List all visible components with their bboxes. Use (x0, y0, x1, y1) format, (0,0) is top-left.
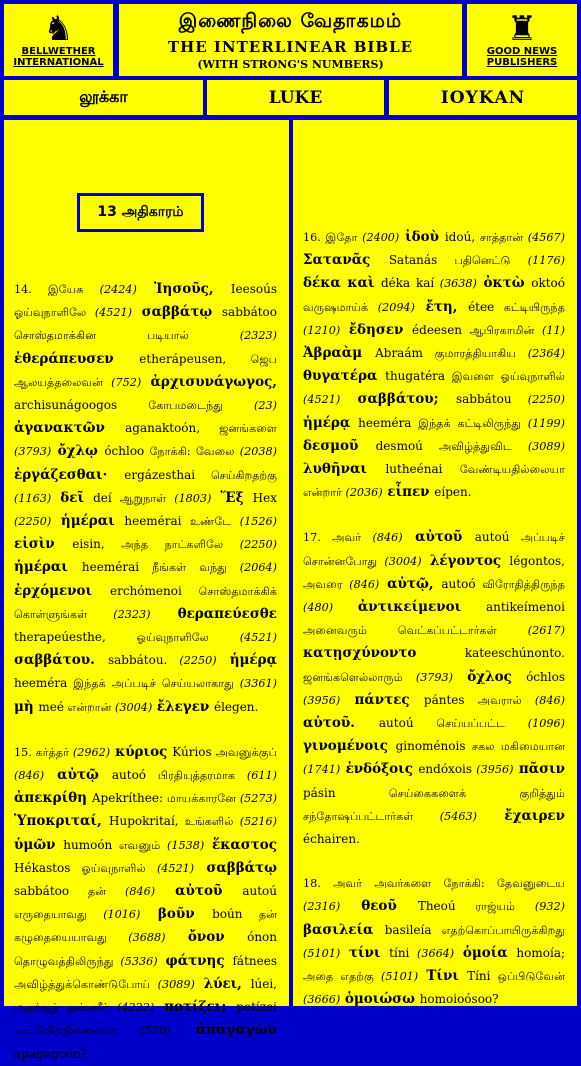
strongs-number: (2250) (527, 393, 565, 407)
transliteration: sabbátou (455, 392, 512, 407)
transliteration: Ieesoús (230, 282, 277, 296)
greek-word: ἕκαστος (204, 836, 277, 853)
bellwether-logo (4, 4, 113, 76)
greek-word: ὄχλος (453, 668, 527, 685)
greek-word: αὐτοῦ (155, 883, 243, 900)
chapter-label: 13 அதிகாரம் (77, 193, 204, 232)
transliteration: Abraám (375, 346, 423, 361)
strongs-number: (3664) (416, 946, 455, 960)
transliteration: apagagoón? (14, 1046, 88, 1061)
greek-word: ὀκτὼ (476, 275, 532, 292)
book-name-english: LUKE (207, 80, 384, 115)
transliteration: óchlos (526, 669, 565, 684)
transliteration: tíni (389, 945, 410, 960)
tamil-text: விரோதித்திருந்த (482, 577, 566, 591)
tamil-text: அவனுக்குப் (215, 745, 277, 759)
greek-word: αὐτῷ (44, 767, 112, 784)
transliteration: sabbátoo (221, 305, 277, 320)
tamil-text: சகல மகிமையான (471, 740, 565, 754)
greek-word: μὴ (14, 698, 39, 715)
strongs-number: (3089) (157, 977, 195, 991)
greek-word: ἀπεκρίθη (14, 790, 92, 807)
transliteration: autoú (474, 530, 510, 545)
transliteration: autoó (111, 768, 147, 783)
transliteration: eípen. (434, 485, 472, 500)
transliteration: ginoménois (395, 739, 466, 754)
transliteration: etherápeusen, (139, 351, 227, 366)
tamil-text: மாயக்காரனே (166, 792, 240, 806)
strongs-number: (3793) (14, 445, 52, 459)
strongs-number: (932) (534, 900, 565, 914)
transliteration: homoía; (516, 945, 566, 960)
tamil-text: இந்தக் கட்டிலிருந்து (418, 416, 528, 430)
strongs-number: (2038) (239, 445, 277, 459)
tamil-text: 18. அவர் அவர்களை நோக்கி: தேவனுடைய (303, 877, 565, 891)
greek-word: σαββάτου. (14, 652, 108, 669)
tamil-text: அதை எதற்கு (303, 970, 381, 984)
strongs-number: (3004) (384, 554, 422, 568)
transliteration: erchómenoi (110, 583, 182, 598)
strongs-number: (2323) (239, 329, 277, 343)
transliteration: lutheénai (385, 462, 443, 477)
transliteration: Kúrios (172, 744, 212, 759)
transliteration: heeméra (14, 676, 68, 691)
strongs-number: (3666) (303, 993, 341, 1007)
tamil-text: அவரால் (477, 693, 535, 707)
strongs-number: (4521) (156, 861, 195, 875)
tamil-text: நோக்கி: வேலை (149, 445, 240, 459)
strongs-number: (846) (125, 885, 156, 899)
greek-word: σαββάτῳ (194, 859, 277, 876)
transliteration: Satanás (388, 253, 438, 268)
title-english: THE INTERLINEAR BIBLE (167, 38, 414, 56)
verse-paragraph (303, 873, 565, 1011)
tamil-text: ஒப்பிடுவேன் (497, 970, 565, 984)
tamil-text: என்றான் (67, 700, 116, 714)
tamil-text: எவனும் (118, 838, 168, 852)
strongs-number: (752) (111, 375, 142, 389)
transliteration: aganaktoón, (125, 421, 201, 436)
transliteration: autoú (242, 884, 277, 899)
left-column-text (4, 120, 289, 1066)
greek-word: ἐρχόμενοι (14, 582, 111, 599)
tamil-text: தன் கழுதையையாவது (14, 908, 278, 945)
transliteration: thugatéra (385, 369, 446, 384)
tamil-text: ஓய்வுநாளிலே (136, 631, 240, 645)
tamil-text: உங்களில் (184, 815, 240, 829)
transliteration: boún (212, 907, 243, 922)
transliteration: potízei (236, 1000, 278, 1015)
greek-word: ὁμοία (454, 944, 517, 961)
strongs-number: (1096) (527, 717, 565, 731)
transliteration: oktoó (531, 276, 565, 291)
greek-word: θεοῦ (340, 898, 418, 915)
greek-word: βοῦν (140, 906, 213, 923)
tamil-text: சொஸ்தமாக்கிக் கொள்ளுங்கள் (14, 584, 278, 621)
book-name-tamil: லூக்கா (4, 80, 203, 115)
transliteration: humoón (63, 837, 113, 852)
tamil-text: அவரை (303, 577, 350, 591)
tamil-text: ஜனங்களை (219, 422, 277, 436)
transliteration: Tíni (467, 969, 491, 984)
tamil-text: செய்கைகளைக் குறித்தும் சந்தோஷப்பட்டார்கள் (303, 786, 565, 823)
greek-word: Ὑποκριταί, (14, 813, 110, 830)
transliteration: heemérai (124, 514, 182, 529)
greek-word: ἀγανακτῶν (14, 420, 126, 437)
strongs-number: (1176) (527, 254, 565, 268)
greek-word: θυγατέρα (303, 368, 386, 385)
greek-word: ἐργάζεσθαι· (14, 466, 125, 483)
strongs-number: (846) (349, 577, 380, 591)
greek-word: κατῃσχύνοντο (303, 645, 465, 662)
transliteration: meé (38, 699, 64, 714)
transliteration: óchloo (104, 444, 145, 459)
strongs-number: (1210) (303, 323, 341, 337)
greek-word: ὄνον (165, 929, 248, 946)
greek-word: ἔχαιρεν (476, 807, 565, 824)
transliteration: édeesen (412, 322, 463, 337)
strongs-number: (2364) (527, 347, 565, 361)
greek-word: ἀντικείμενοι (333, 599, 486, 616)
runner-icon: ♜ (506, 9, 538, 49)
greek-word: ἀπαγαγὼν (170, 1022, 277, 1039)
greek-word: αὐτῷ, (379, 575, 442, 592)
strongs-number: (1741) (303, 763, 341, 777)
transliteration: sabbátoo (14, 884, 70, 899)
transliteration: pántes (423, 692, 465, 707)
left-column (4, 120, 289, 1061)
strongs-number: (846) (372, 531, 403, 545)
greek-word: δέκα καὶ (303, 275, 381, 292)
greek-word: πάντες (340, 691, 424, 708)
transliteration: Theoú (417, 899, 456, 914)
verse-paragraph (14, 278, 277, 719)
transliteration: sabbátou. (107, 653, 168, 668)
transliteration: déka kaí (381, 276, 435, 291)
strongs-number: (2400) (362, 231, 400, 244)
greek-word: ἐνδόξοις (340, 761, 419, 778)
greek-word: φάτνης (157, 952, 233, 969)
greek-word: Τίνι (418, 968, 468, 985)
tamil-text: குமாரத்தியாகிய (434, 347, 528, 361)
transliteration: desmoú (375, 438, 423, 453)
greek-word: εἶπεν (382, 484, 435, 501)
greek-word: ἰδοὺ (399, 229, 445, 245)
strongs-number: (3361) (239, 677, 277, 691)
tamil-text: பிரதியுத்தரமாக (157, 769, 247, 783)
verse-paragraph (303, 526, 565, 851)
strongs-number: (4521) (303, 393, 341, 407)
tamil-text: எருதையாவது (14, 908, 104, 922)
greek-word: ἡμέρᾳ (216, 652, 277, 669)
greek-word: δεῖ (51, 489, 94, 506)
greek-word: ἡμέρᾳ (303, 414, 359, 431)
strongs-number: (846) (534, 693, 566, 707)
transliteration: deí (93, 490, 112, 505)
strongs-number: (1803) (174, 491, 212, 505)
strongs-number: (3089) (527, 439, 566, 453)
greek-word: κύριος (110, 743, 173, 760)
greek-word: ἔτη, (414, 298, 469, 315)
greek-word: αὐτοῦ. (303, 715, 379, 732)
strongs-number: (5273) (239, 792, 278, 806)
strongs-number: (2424) (99, 283, 137, 296)
tamil-text: அதற்குத் தண்ணீர் (14, 1001, 118, 1015)
tamil-text: வேண்டியதில்லையா என்றார் (303, 463, 565, 500)
strongs-number: (4567) (527, 231, 565, 244)
greek-word: Ἰησοῦς, (136, 281, 231, 297)
transliteration: échairen. (303, 832, 360, 847)
transliteration: autoú (378, 716, 414, 731)
tamil-text: நீங்கள் வந்து (152, 561, 240, 575)
greek-word: σαββάτου; (340, 391, 456, 408)
greek-word: ὁμοιώσω (340, 991, 420, 1008)
strongs-number: (480) (303, 601, 334, 615)
strongs-number: (3956) (476, 763, 514, 777)
strongs-number: (1199) (527, 416, 565, 430)
greek-word: Ἕξ (211, 489, 253, 506)
transliteration: étee (468, 299, 495, 314)
transliteration: lúei, (250, 976, 278, 991)
transliteration: idoú, (444, 230, 476, 244)
strongs-number: (3004) (115, 700, 153, 714)
tamil-text: அப்படிச் சொன்னபோது (303, 531, 565, 568)
tamil-text: தொழுவத்திலிருந்து (14, 954, 121, 968)
transliteration: Apekríthee: (91, 791, 163, 806)
book-name-greek: ΙΟΥΚΑΝ (389, 80, 577, 115)
greek-word: αὐτοῦ (402, 529, 475, 546)
good-news-logo-line2: PUBLISHERS (486, 57, 558, 68)
greek-word: λύει, (194, 975, 251, 992)
bellwether-logo-line2: INTERNATIONAL (13, 57, 104, 68)
tamil-text: 16. இதோ (303, 231, 363, 244)
transliteration: légontos, (509, 553, 565, 568)
tamil-text: அவிழ்த்துக்கொண்டுபோய் (14, 977, 158, 991)
tamil-text: காட்டுகிறதில்லையா (14, 1024, 141, 1038)
transliteration: heemérai (81, 560, 140, 575)
transliteration: pásin (303, 785, 336, 800)
transliteration: basileía (384, 922, 432, 937)
title-tamil: இணைநிலை வேதாகமம் (178, 10, 403, 32)
strongs-number: (2617) (527, 624, 565, 638)
transliteration: homoioósoo? (419, 992, 499, 1007)
transliteration: ergázesthai (124, 467, 196, 482)
greek-word: ὑμῶν (14, 836, 64, 853)
transliteration: Hékastos (14, 860, 71, 875)
strongs-number: (4521) (94, 306, 133, 320)
tamil-text: ஜெப ஆலயத்தலைவன் (14, 352, 277, 389)
tamil-text: 17. அவர் (303, 531, 373, 545)
transliteration: endóxois (418, 762, 473, 777)
transliteration: autoó (441, 576, 476, 591)
transliteration: heeméra (358, 415, 412, 430)
tamil-text: 15. கர்த்தர் (14, 745, 73, 759)
greek-word: ἔδησεν (340, 321, 413, 338)
strongs-number: (3638) (439, 277, 477, 291)
strongs-number: (2250) (14, 515, 52, 529)
strongs-number: (11) (542, 323, 565, 337)
strongs-number: (5101) (303, 946, 341, 960)
verse-paragraph (303, 226, 565, 504)
greek-word: λυθῆναι (303, 461, 386, 478)
tamil-text: இவளை ஓய்வுநாளில் (451, 370, 565, 384)
tamil-text: இந்தக் அப்படிச் செய்யலாகாது (73, 677, 240, 691)
tamil-text: எதற்கொப்பாயிருக்கிறது (441, 923, 566, 937)
good-news-logo (467, 4, 577, 76)
tamil-text: சொஸ்தமாக்கின படியால் (14, 329, 240, 343)
strongs-number: (5463) (439, 809, 477, 823)
strongs-number: (1016) (103, 908, 141, 922)
strongs-number: (846) (14, 769, 45, 783)
greek-word: τίνι (340, 944, 390, 961)
greek-word: σαββάτῳ (132, 304, 222, 321)
strongs-number: (2036) (345, 486, 383, 500)
tamil-text: ராஜ்யம் (475, 900, 535, 914)
greek-word: ἡμέραι (14, 559, 82, 576)
strongs-number: (2316) (303, 900, 341, 914)
strongs-number: (3793) (415, 670, 454, 684)
tamil-text: 14. இயேசு (14, 283, 100, 296)
right-column-text (293, 120, 577, 1012)
greek-word: ἡμέραι (51, 513, 125, 530)
strongs-number: (1163) (14, 491, 52, 505)
strongs-number: (3688) (128, 931, 166, 945)
transliteration: fátnees (232, 953, 277, 968)
strongs-number: (1526) (239, 515, 277, 529)
tamil-text: ஓய்வுநாளிலே (14, 306, 95, 320)
greek-word: βασιλεία (303, 921, 385, 938)
transliteration: Hupokritaí, (109, 814, 179, 829)
strongs-number: (5216) (239, 815, 277, 829)
greek-word: ποτίζει; (154, 999, 237, 1016)
title-panel (119, 4, 462, 76)
tamil-text: செய்யப்பட்ட (436, 717, 528, 731)
bellwether-ram-icon: ♞ (43, 9, 74, 49)
good-news-logo-line1: GOOD NEWS (486, 46, 558, 57)
greek-word: θεραπεύεσθε (150, 605, 277, 622)
tamil-text: கட்டியிருந்த (503, 300, 566, 314)
verse-paragraph (14, 741, 277, 1066)
greek-word: δεσμοῦ (303, 437, 376, 454)
strongs-number: (5101) (380, 970, 419, 984)
strongs-number: (5336) (120, 954, 158, 968)
greek-word: λέγοντος (421, 552, 510, 569)
transliteration: kateeschúnonto. (464, 646, 565, 661)
tamil-text: அவிழ்த்துவிட (438, 439, 528, 453)
tamil-text: வருஷமாய்க் (303, 300, 378, 314)
greek-word: γινομένοις (303, 738, 396, 755)
tamil-text: ஜனங்களெல்லாரும் (303, 670, 416, 684)
right-column (293, 120, 577, 1006)
tamil-text: அந்த நாட்களிலே (121, 538, 240, 552)
transliteration: archisunágoogos (14, 398, 118, 413)
tamil-text: அனைவரும் வெட்கப்பட்டார்கள் (303, 624, 528, 638)
tamil-text: கோபமடைந்து (148, 399, 255, 413)
greek-word: πᾶσιν (513, 761, 566, 778)
strongs-number: (2962) (72, 745, 111, 759)
tamil-text: தன் (87, 885, 125, 899)
strongs-number: (1538) (167, 838, 205, 852)
strongs-number: (520) (140, 1024, 171, 1038)
tamil-text: செய்கிறதற்கு (210, 468, 277, 482)
strongs-number: (2094) (377, 300, 415, 314)
greek-word: ἀρχισυνάγωγος, (141, 373, 277, 390)
greek-word: Ἀβραὰμ (303, 345, 376, 362)
transliteration: élegen. (213, 699, 259, 714)
tamil-text: ஆபிரகாமின் (469, 323, 543, 337)
transliteration: eisin, (72, 537, 105, 552)
tamil-text: ஆறுநாள் (119, 491, 175, 505)
strongs-number: (4222) (117, 1001, 155, 1015)
tamil-text: சாத்தான் (479, 231, 528, 244)
strongs-number: (2323) (113, 607, 151, 621)
greek-word: Σατανᾶς (303, 252, 389, 269)
subtitle: (WITH STRONG'S NUMBERS) (197, 58, 384, 71)
strongs-number: (611) (246, 769, 278, 783)
greek-word: εἰσὶν (14, 536, 73, 553)
tamil-text: ஓய்வுநாளில் (81, 861, 157, 875)
transliteration: therapeúesthe, (14, 630, 106, 645)
transliteration: ónon (247, 930, 277, 945)
transliteration: antikeímenoi (485, 600, 565, 615)
strongs-number: (23) (254, 399, 278, 413)
strongs-number: (2250) (179, 654, 217, 668)
strongs-number: (3956) (303, 693, 341, 707)
strongs-number: (2064) (239, 561, 277, 575)
transliteration: Hex (252, 490, 277, 505)
greek-word: ὄχλῳ (51, 443, 105, 460)
greek-word: ἐθεράπευσεν (14, 350, 140, 367)
greek-word: ἔλεγεν (152, 698, 214, 715)
tamil-text: உண்டே (190, 515, 240, 529)
bellwether-logo-line1: BELLWETHER (21, 46, 96, 57)
tamil-text: பதினெட்டு (454, 254, 528, 268)
strongs-number: (4521) (239, 631, 277, 645)
strongs-number: (2250) (239, 538, 277, 552)
